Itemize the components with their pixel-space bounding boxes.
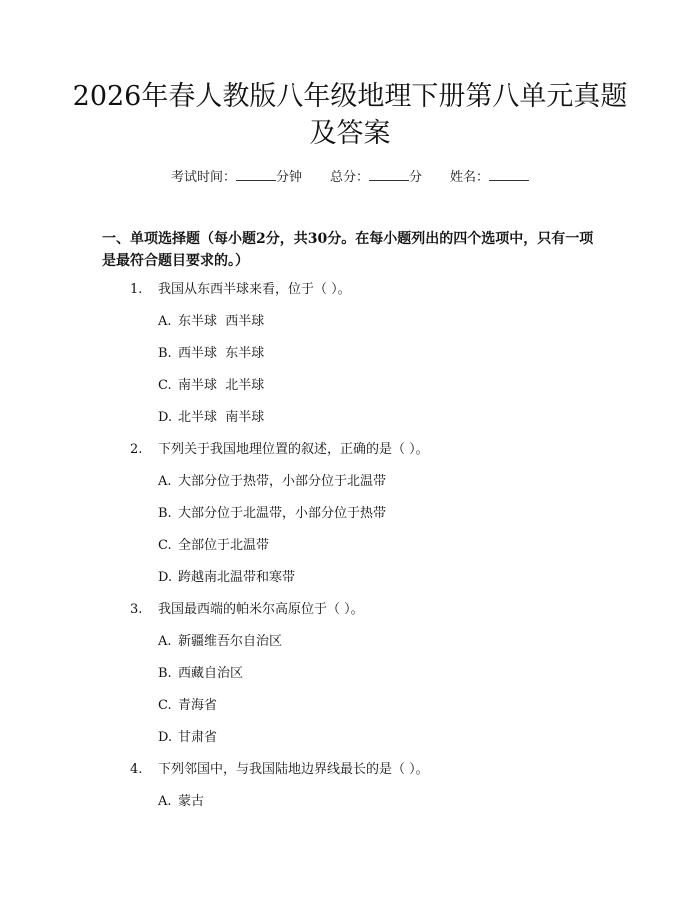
question-list: [0, 280, 700, 824]
option-letter: C.: [158, 538, 172, 553]
exam-info-line: [0, 168, 700, 187]
question-number: 2.: [130, 442, 143, 457]
answer-option: [0, 696, 700, 728]
option-text: 全部位于北温带: [178, 538, 270, 553]
question: [0, 600, 700, 760]
question-text: 下列邻国中，与我国陆地边界线最长的是（ ）。: [158, 762, 429, 777]
option-text: 西半球 东半球: [178, 346, 265, 361]
option-letter: B.: [158, 666, 172, 681]
option-letter: D.: [158, 730, 173, 745]
option-text: 新疆维吾尔自治区: [178, 634, 283, 649]
option-text: 大部分位于北温带，小部分位于热带: [178, 506, 387, 521]
total-score-unit: 分: [409, 170, 423, 185]
question-text: 下列关于我国地理位置的叙述，正确的是（ ）。: [158, 442, 429, 457]
exam-time-unit: 分钟: [275, 170, 302, 185]
answer-option: [0, 504, 700, 536]
answer-option: [0, 344, 700, 376]
answer-option: [0, 312, 700, 344]
option-text: 蒙古: [178, 794, 205, 809]
option-text: 青海省: [178, 698, 218, 713]
option-text: 大部分位于热带，小部分位于北温带: [178, 474, 387, 489]
option-text: 北半球 南半球: [178, 410, 265, 425]
name-blank: [489, 168, 529, 181]
answer-option: [0, 536, 700, 568]
exam-time-blank: [236, 168, 276, 181]
option-letter: A.: [158, 634, 172, 649]
document-title: 2026年春人教版八年级地理下册第八单元真题及答案: [72, 81, 628, 149]
option-letter: A.: [158, 314, 172, 329]
question-stem: [0, 280, 700, 312]
option-text: 甘肃省: [178, 730, 218, 745]
option-letter: D.: [158, 410, 173, 425]
option-text: 西藏自治区: [178, 666, 244, 681]
question-text: 我国从东西半球来看，位于（ ）。: [158, 282, 351, 297]
answer-option: [0, 792, 700, 824]
question-number: 3.: [130, 602, 143, 617]
exam-time-label: 考试时间：: [170, 170, 236, 185]
option-letter: C.: [158, 698, 172, 713]
option-text: 跨越南北温带和寒带: [178, 570, 296, 585]
question-stem: [0, 760, 700, 792]
answer-option: [0, 664, 700, 696]
answer-option: [0, 728, 700, 760]
question-number: 1.: [130, 282, 143, 297]
question: [0, 440, 700, 600]
option-letter: D.: [158, 570, 173, 585]
option-text: 东半球 西半球: [178, 314, 265, 329]
question-stem: [0, 600, 700, 632]
option-letter: B.: [158, 346, 172, 361]
total-score-label: 总分：: [329, 170, 369, 185]
question: [0, 760, 700, 824]
question-stem: [0, 440, 700, 472]
question-number: 4.: [130, 762, 143, 777]
answer-option: [0, 472, 700, 504]
question-text: 我国最西端的帕米尔高原位于（ ）。: [158, 602, 364, 617]
section-heading: 一、单项选择题（每小题2分，共30分。在每小题列出的四个选项中，只有一项是最符合题目要求的。）: [102, 231, 594, 269]
option-text: 南半球 北半球: [178, 378, 265, 393]
answer-option: [0, 408, 700, 440]
answer-option: [0, 568, 700, 600]
answer-option: [0, 632, 700, 664]
question: [0, 280, 700, 440]
answer-option: [0, 376, 700, 408]
option-letter: C.: [158, 378, 172, 393]
total-score-blank: [369, 168, 409, 181]
option-letter: A.: [158, 794, 172, 809]
name-label: 姓名：: [450, 170, 490, 185]
option-letter: A.: [158, 474, 172, 489]
option-letter: B.: [158, 506, 172, 521]
